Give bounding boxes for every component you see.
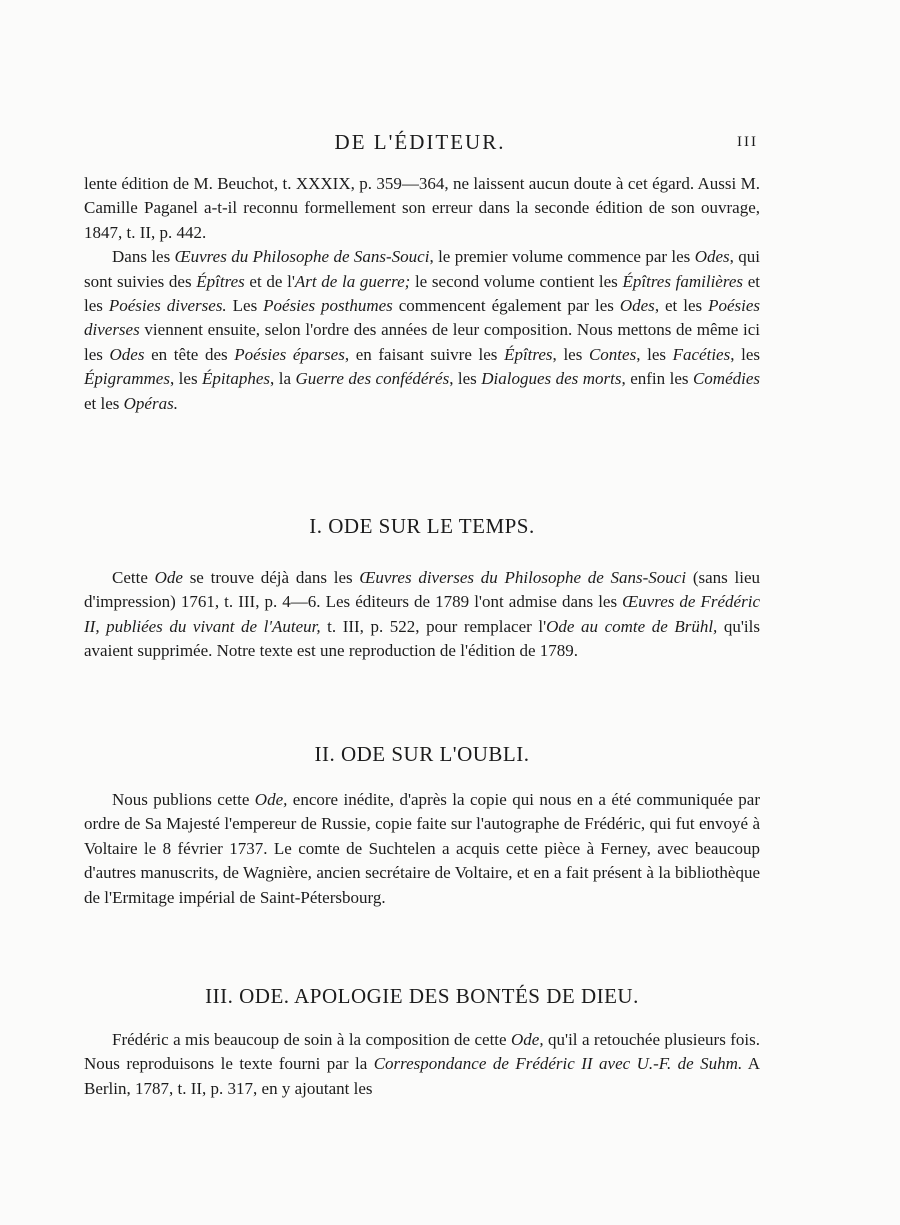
italic-run: Odes <box>619 296 655 316</box>
running-title: DE L'ÉDITEUR. <box>334 130 506 154</box>
italic-run: Correspondance de Frédéric II avec U.-F. de Suhm. <box>373 1054 743 1074</box>
italic-run: Poésies posthumes <box>263 296 393 316</box>
italic-run: Œuvres diverses du Philosophe de Sans-Souci <box>359 568 687 587</box>
section-1-body-wrap <box>84 566 760 664</box>
italic-run: Guerre des confédérés <box>295 369 450 389</box>
italic-run: Épigrammes <box>84 369 170 389</box>
italic-run: Ode au comte de Brühl, <box>546 616 718 636</box>
italic-run: Poésies diverses. <box>108 296 227 316</box>
italic-run: Odes <box>694 247 730 267</box>
italic-run: Odes <box>109 344 145 364</box>
italic-run: Épîtres <box>196 271 245 291</box>
italic-run: Facéties <box>672 344 731 364</box>
italic-run: Poésies diverses <box>84 296 761 340</box>
italic-run: Dialogues des morts <box>481 369 622 389</box>
section-3-heading: III. ODE. APOLOGIE DES BONTÉS DE DIEU. <box>205 984 639 1008</box>
section-3-body-wrap <box>84 1028 760 1101</box>
italic-run: Ode, <box>511 1030 544 1049</box>
section-3-body: Frédéric a mis beaucoup de soin à la composition de cette Ode, qu'il a retouchée plusieurs fois. Nous reproduisons le texte fourni par la Correspondance de Frédéric II avec U.-F. de Suhm. A Berlin, 1787, t. II, p. 317, en y ajoutant les <box>84 1030 761 1098</box>
section-1-heading: I. ODE SUR LE TEMPS. <box>309 514 535 538</box>
italic-run: Épîtres familières <box>622 271 744 291</box>
section-2-heading: II. ODE SUR L'OUBLI. <box>314 742 530 766</box>
section-2-body-wrap <box>84 788 760 910</box>
section-1-body: Cette Ode se trouve déjà dans les Œuvres diverses du Philosophe de Sans-Souci (sans lieu d'impression) 1761, t. III, p. 4—6. Les éditeurs de 1789 l'ont admise dans les Œuvres de Frédéric II, publiées du vivant de l'Auteur, t. III, p. 522, pour remplacer l'Ode au comte de Brühl, qu'ils avaient supprimée. Notre texte est une reproduction de l'édition de 1789. <box>84 568 760 661</box>
italic-run: Ode <box>154 568 183 587</box>
italic-run: Opéras. <box>123 393 178 413</box>
running-head <box>80 130 760 160</box>
italic-run: Poésies éparses <box>234 344 345 364</box>
section-2-body: Nous publions cette Ode, encore inédite, d'après la copie qui nous en a été communiquée par ordre de Sa Majesté l'empereur de Russie, copie faite sur l'autographe de Frédéric, qui fut envoyé à Voltaire le 8 février 1737. Le comte de Suchtelen a acquis cette pièce à Ferney, avec beaucoup d'autres manuscrits, de Wagnière, ancien secrétaire de Voltaire, et en a fait présent à la bibliothèque de l'Ermitage impérial de Saint-Pétersbourg. <box>84 790 760 907</box>
italic-run: Œuvres de Frédéric II, publiées du vivant de l'Auteur, <box>84 592 760 636</box>
page-number: III <box>737 134 758 150</box>
intro-paragraph-1: lente édition de M. Beuchot, t. XXXIX, p. 359—364, ne laissent aucun doute à cet égard. Aussi M. Camille Paganel a-t-il reconnu formellement son erreur dans la seconde édition de son ouvrage, 1847, t. II, p. 442. <box>84 174 760 242</box>
italic-run: Épîtres <box>504 344 553 364</box>
italic-run: Ode, <box>254 790 288 809</box>
italic-run: Œuvres du Philosophe de Sans-Souci <box>174 247 430 267</box>
italic-run: Comédies <box>692 369 760 389</box>
italic-run: Art de la guerre; <box>294 271 411 291</box>
intro-paragraph-2: Dans les Œuvres du Philosophe de Sans-Souci, le premier volume commence par les Odes, qui sont suivies des Épîtres et de l'Art de la guerre; le second volume contient les Épîtres familières et les Poésies diverses. Les Poésies posthumes commencent également par les Odes, et les Poésies diverses viennent ensuite, selon l'ordre des années de leur composition. Nous mettons de même ici les Odes en tête des Poésies éparses, en faisant suivre les Épîtres, les Contes, les Facéties, les Épigrammes, les Épitaphes, la Guerre des confédérés, les Dialogues des morts, enfin les Comédies et les Opéras. <box>84 247 761 413</box>
italic-run: Contes <box>588 344 637 364</box>
italic-run: Épitaphes <box>202 369 271 389</box>
intro-text <box>84 172 760 416</box>
